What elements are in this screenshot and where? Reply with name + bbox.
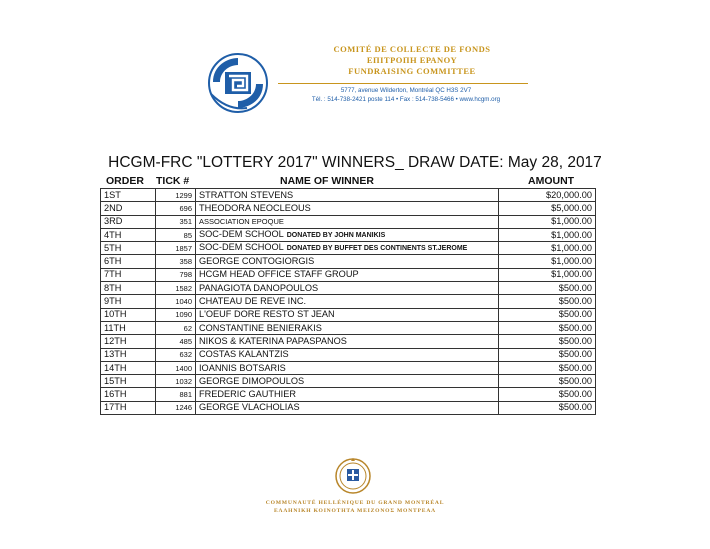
cell-order: 3RD xyxy=(101,215,156,228)
cell-tick: 485 xyxy=(156,335,196,348)
cell-name xyxy=(196,321,499,334)
cell-order: 1ST xyxy=(101,189,156,202)
cell-order: 2ND xyxy=(101,202,156,215)
cell-name xyxy=(196,228,499,241)
cell-order: 5TH xyxy=(101,242,156,255)
winner-name: ASSOCIATION EPOQUE xyxy=(199,217,284,227)
header-order: ORDER xyxy=(106,175,144,187)
cell-order: 11TH xyxy=(101,321,156,334)
table-header xyxy=(100,174,596,188)
table-row xyxy=(101,348,596,361)
cell-amount: $1,000.00 xyxy=(499,268,596,281)
footer-line-greek: ΕΛΛΗΝΙΚΗ ΚΟΙΝΟΤΗΤΑ ΜΕΙΖΟΝΟΣ ΜΟΝΤΡΕΑΛ xyxy=(274,508,436,514)
header-amount: AMOUNT xyxy=(528,175,575,187)
letterhead-contact: Tél. : 514-738-2421 poste 114 • Fax : 514-738-5466 • www.hcgm.org xyxy=(311,95,501,103)
winner-name: L'OEUF DORE RESTO ST JEAN xyxy=(199,309,335,320)
cell-name xyxy=(196,202,499,215)
winner-name: GEORGE VLACHOLIAS xyxy=(199,402,300,413)
letterhead-line-greek: ΕΠΙΤΡΟΠΗ ΕΡΑΝΟΥ xyxy=(366,55,458,65)
cell-name xyxy=(196,282,499,295)
cell-tick: 85 xyxy=(156,228,196,241)
cell-tick: 1857 xyxy=(156,242,196,255)
letterhead-title-block xyxy=(282,44,542,77)
footer-line-french: COMMUNAUTÉ HELLÉNIQUE DU GRAND MONTRÉAL xyxy=(265,500,445,506)
cell-order: 7TH xyxy=(101,268,156,281)
winner-name: HCGM HEAD OFFICE STAFF GROUP xyxy=(199,269,359,280)
letterhead-address-block xyxy=(282,87,530,104)
cell-tick: 696 xyxy=(156,202,196,215)
cell-tick: 632 xyxy=(156,348,196,361)
cell-order: 16TH xyxy=(101,388,156,401)
cell-name xyxy=(196,295,499,308)
table-row xyxy=(101,335,596,348)
cell-name xyxy=(196,255,499,268)
winner-name: IOANNIS BOTSARIS xyxy=(199,362,286,373)
cell-tick: 62 xyxy=(156,321,196,334)
cell-amount: $20,000.00 xyxy=(499,189,596,202)
cell-tick: 881 xyxy=(156,388,196,401)
table-row xyxy=(101,189,596,202)
hcgm-seal-icon xyxy=(334,456,372,496)
cell-amount: $500.00 xyxy=(499,308,596,321)
cell-name xyxy=(196,268,499,281)
cell-amount: $500.00 xyxy=(499,335,596,348)
winner-name: SOC-DEM SCHOOL xyxy=(199,242,284,253)
cell-order: 4TH xyxy=(101,228,156,241)
cell-name xyxy=(196,308,499,321)
cell-amount: $1,000.00 xyxy=(499,228,596,241)
table-row xyxy=(101,375,596,388)
cell-order: 6TH xyxy=(101,255,156,268)
cell-name xyxy=(196,401,499,414)
table-row xyxy=(101,268,596,281)
cell-amount: $500.00 xyxy=(499,375,596,388)
letterhead-address: 5777, avenue Wilderton, Montréal QC H3S 2V7 xyxy=(340,87,472,94)
table-row xyxy=(101,388,596,401)
table-row xyxy=(101,255,596,268)
cell-order: 8TH xyxy=(101,282,156,295)
cell-amount: $500.00 xyxy=(499,361,596,374)
letterhead-divider xyxy=(278,83,528,84)
header-name: NAME OF WINNER xyxy=(280,175,374,187)
page-title: HCGM-FRC "LOTTERY 2017" WINNERS_ DRAW DATE: May 28, 2017 xyxy=(108,154,602,171)
winner-name: GEORGE DIMOPOULOS xyxy=(199,375,305,386)
cell-tick: 1299 xyxy=(156,189,196,202)
cell-amount: $500.00 xyxy=(499,348,596,361)
cell-amount: $1,000.00 xyxy=(499,255,596,268)
cell-order: 14TH xyxy=(101,361,156,374)
cell-name xyxy=(196,215,499,228)
winners-table-body xyxy=(100,188,596,415)
cell-tick: 1582 xyxy=(156,282,196,295)
table-row xyxy=(101,321,596,334)
winner-name: CONSTANTINE BENIERAKIS xyxy=(199,322,322,333)
cell-name xyxy=(196,375,499,388)
cell-amount: $500.00 xyxy=(499,321,596,334)
winner-name: GEORGE CONTOGIORGIS xyxy=(199,256,315,267)
winner-name: PANAGIOTA DANOPOULOS xyxy=(199,282,319,293)
table-row xyxy=(101,228,596,241)
cell-tick: 798 xyxy=(156,268,196,281)
cell-tick: 1400 xyxy=(156,361,196,374)
table-row xyxy=(101,282,596,295)
cell-order: 13TH xyxy=(101,348,156,361)
cell-amount: $500.00 xyxy=(499,295,596,308)
cell-order: 10TH xyxy=(101,308,156,321)
winner-name: NIKOS & KATERINA PAPASPANOS xyxy=(199,335,347,346)
fundraising-committee-logo-icon xyxy=(207,52,269,114)
cell-amount: $500.00 xyxy=(499,401,596,414)
donation-note: DONATED BY JOHN MANIKIS xyxy=(286,232,386,240)
winner-name: THEODORA NEOCLEOUS xyxy=(199,202,311,213)
table-row xyxy=(101,308,596,321)
table-row xyxy=(101,361,596,374)
table-row xyxy=(101,202,596,215)
cell-amount: $1,000.00 xyxy=(499,215,596,228)
winner-name: COSTAS KALANTZIS xyxy=(199,349,289,360)
cell-name xyxy=(196,361,499,374)
cell-tick: 1032 xyxy=(156,375,196,388)
cell-name xyxy=(196,242,499,255)
cell-order: 9TH xyxy=(101,295,156,308)
cell-order: 15TH xyxy=(101,375,156,388)
winner-name: FREDERIC GAUTHIER xyxy=(199,389,296,400)
cell-tick: 358 xyxy=(156,255,196,268)
table-row xyxy=(101,401,596,414)
cell-amount: $1,000.00 xyxy=(499,242,596,255)
table-row xyxy=(101,242,596,255)
winner-name: CHATEAU DE REVE INC. xyxy=(199,296,307,307)
cell-amount: $5,000.00 xyxy=(499,202,596,215)
letterhead-line-french: COMITÉ DE COLLECTE DE FONDS xyxy=(333,44,491,54)
table-row xyxy=(101,215,596,228)
cell-amount: $500.00 xyxy=(499,388,596,401)
cell-name xyxy=(196,189,499,202)
cell-tick: 351 xyxy=(156,215,196,228)
cell-amount: $500.00 xyxy=(499,282,596,295)
cell-tick: 1090 xyxy=(156,308,196,321)
cell-tick: 1040 xyxy=(156,295,196,308)
cell-name xyxy=(196,348,499,361)
table-row xyxy=(101,295,596,308)
cell-order: 17TH xyxy=(101,401,156,414)
letterhead-line-english: FUNDRAISING COMMITTEE xyxy=(348,66,476,76)
donation-note: DONATED BY BUFFET DES CONTINENTS ST.JEROME xyxy=(286,245,468,253)
winner-name: STRATTON STEVENS xyxy=(199,189,294,200)
header-tick: TICK # xyxy=(156,175,190,187)
winners-table xyxy=(100,174,596,415)
cell-order: 12TH xyxy=(101,335,156,348)
winner-name: SOC-DEM SCHOOL xyxy=(199,229,284,240)
cell-name xyxy=(196,335,499,348)
cell-name xyxy=(196,388,499,401)
cell-tick: 1246 xyxy=(156,401,196,414)
